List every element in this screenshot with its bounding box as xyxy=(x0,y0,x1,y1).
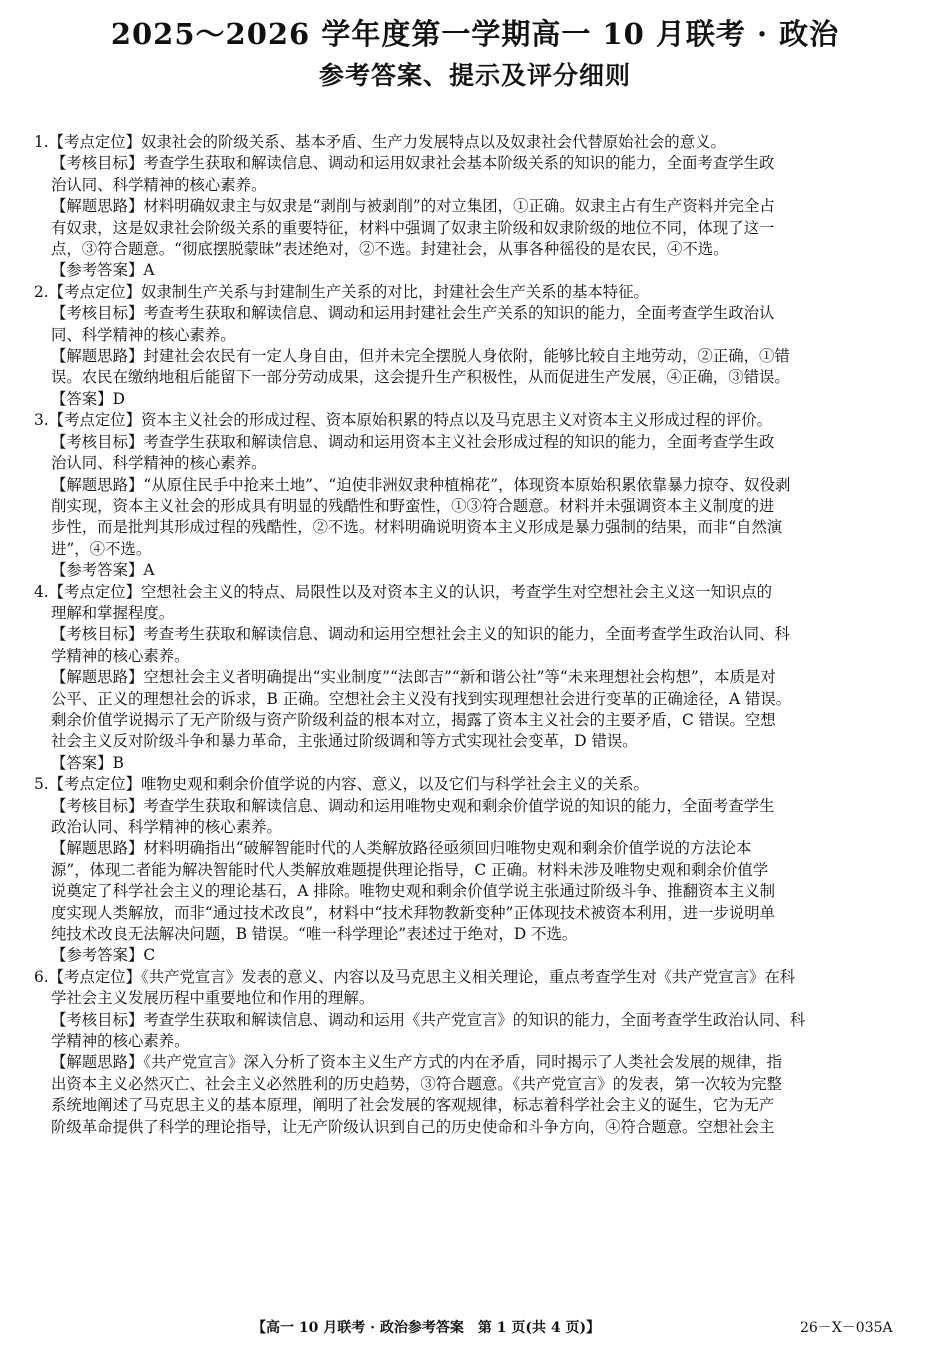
answer-item-line: 【解题思路】“从原住民手中抢来土地”、“迫使非洲奴隶种植棉花”，体现资本原始积累依靠暴力掠夺、奴役剥 xyxy=(51,475,791,494)
answer-item-line: 源”，体现二者能为解决智能时代人类解放难题提供理论指导，C 正确。材料未涉及唯物史观和剩余价值学 xyxy=(51,860,769,879)
answer-item-line: 纯技术改良无法解决问题，B 错误。“唯一科学理论”表述过于绝对，D 不选。 xyxy=(51,925,578,944)
answer-item-heading: 6.【考点定位】《共产党宣言》发表的意义、内容以及马克思主义相关理论，重点考查学生对《共产党宣言》在科 xyxy=(34,967,796,986)
answer-item-line: 【考核目标】考查考生获取和解读信息、调动和运用封建社会生产关系的知识的能力，全面考查学生政治认 xyxy=(51,304,775,323)
answer-item-line: 出资本主义必然灭亡、社会主义必然胜利的历史趋势，③符合题意。《共产党宣言》的发表，第一次较为完整 xyxy=(51,1074,783,1093)
answer-item-line: 治认同、科学精神的核心素养。 xyxy=(51,454,267,473)
answer-item xyxy=(34,282,918,410)
answer-item-line: 阶级革命提供了科学的理论指导，让无产阶级认识到自己的历史使命和斗争方向，④符合题意。空想社会主 xyxy=(51,1117,775,1136)
answer-item-line: 【解题思路】材料明确奴隶主与奴隶是“剥削与被剥削”的对立集团，①正确。奴隶主占有生产资料并完全占 xyxy=(51,197,775,216)
answer-item-heading: 2.【考点定位】奴隶制生产关系与封建制生产关系的对比，封建社会生产关系的基本特征。 xyxy=(34,282,649,301)
answer-item-line: 政治认同、科学精神的核心素养。 xyxy=(51,818,282,836)
answer-item-line: 【参考答案】A xyxy=(51,261,155,280)
answer-item-line: 学社会主义发展历程中重要地位和作用的理解。 xyxy=(51,989,375,1008)
answer-item-line: 度实现人类解放，而非“通过技术改良”，材料中“技术拜物教新变种”正体现技术被资本利用，进一步说明单 xyxy=(51,903,776,922)
answer-list xyxy=(34,132,918,1138)
footer-paper-code: 26－X－035A xyxy=(800,1320,893,1336)
answer-item xyxy=(34,774,918,967)
answer-item-line: 【参考答案】A xyxy=(51,561,155,580)
answer-item-line: 学精神的核心素养。 xyxy=(51,1032,190,1051)
answer-item-heading: 4.【考点定位】空想社会主义的特点、局限性以及对资本主义的认识，考查学生对空想社会主义这一知识点的 xyxy=(34,582,773,601)
answer-item-line: 点，③符合题意。“彻底摆脱蒙昧”表述绝对，②不选。封建社会，从事各种徭役的是农民，④不选。 xyxy=(51,240,729,259)
answer-item-line: 说奠定了科学社会主义的理论基石，A 排除。唯物史观和剩余价值学说主张通过阶级斗争、推翻资本主义制 xyxy=(51,882,775,901)
answer-item-line: 【考核目标】考查学生获取和解读信息、调动和运用奴隶社会基本阶级关系的知识的能力，全面考查学生政 xyxy=(51,154,775,173)
answer-item-line: 【考核目标】考查学生获取和解读信息、调动和运用资本主义社会形成过程的知识的能力，全面考查学生政 xyxy=(51,432,775,451)
answer-item-heading: 5.【考点定位】唯物史观和剩余价值学说的内容、意义，以及它们与科学社会主义的关系。 xyxy=(34,775,649,794)
answer-item-line: 步性，而是批判其形成过程的残酷性，②不选。材料明确说明资本主义形成是暴力强制的结果，而非“自然演 xyxy=(51,518,783,537)
answer-item-line: 公平、正义的理想社会的诉求，B 正确。空想社会主义没有找到实现理想社会进行变革的正确途径，A 错误。 xyxy=(51,689,792,708)
answer-item-line: 有奴隶，这是奴隶社会阶级关系的重要特征，材料中强调了奴隶主阶级和奴隶阶级的地位不同，体现了这一 xyxy=(51,218,775,237)
answer-item-line: 社会主义反对阶级斗争和暴力革命，主张通过阶级调和等方式实现社会变革，D 错误。 xyxy=(51,732,638,751)
answer-item xyxy=(34,967,918,1138)
answer-item-line: 【解题思路】《共产党宣言》深入分析了资本主义生产方式的内在矛盾，同时揭示了人类社会发展的规律，指 xyxy=(51,1053,783,1072)
answer-item-line: 理解和掌握程度。 xyxy=(51,603,175,622)
answer-item-line: 进”，④不选。 xyxy=(51,539,152,558)
answer-item-line: 【考核目标】考查学生获取和解读信息、调动和运用《共产党宣言》的知识的能力，全面考查学生政治认同、科 xyxy=(51,1010,806,1029)
answer-item-line: 同、科学精神的核心素养。 xyxy=(51,325,236,344)
answer-item xyxy=(34,582,918,775)
answer-item-line: 【答案】B xyxy=(51,753,124,772)
answer-item xyxy=(34,132,918,282)
answer-item-line: 系统地阐述了马克思主义的基本原理，阐明了社会发展的客观规律，标志着科学社会主义的诞生，它为无产 xyxy=(51,1096,775,1115)
page-title: 2025～2026 学年度第一学期高一 10 月联考 · 政治 xyxy=(110,17,840,51)
page-subtitle: 参考答案、提示及评分细则 xyxy=(318,61,631,90)
answer-item-line: 【参考答案】C xyxy=(51,946,156,965)
answer-item xyxy=(34,410,918,581)
answer-item-line: 【解题思路】材料明确指出“破解智能时代的人类解放路径亟须回归唯物史观和剩余价值学说的方法论本 xyxy=(51,839,752,858)
answer-item-line: 学精神的核心素养。 xyxy=(51,646,190,665)
answer-item-line: 治认同、科学精神的核心素养。 xyxy=(51,175,267,194)
answer-item-line: 【解题思路】空想社会主义者明确提出“实业制度”“法郎吉”“新和谐公社”等“未来理想社会构想”，本质是对 xyxy=(51,668,776,687)
footer-page-info: 【高一 10 月联考 · 政治参考答案 第 1 页(共 4 页)】 xyxy=(252,1320,601,1336)
answer-item-line: 【考核目标】考查考生获取和解读信息、调动和运用空想社会主义的知识的能力，全面考查学生政治认同、科 xyxy=(51,625,790,644)
answer-item-line: 削实现，资本主义社会的形成具有明显的残酷性和野蛮性，①③符合题意。材料并未强调资本主义制度的进 xyxy=(51,496,775,515)
answer-item-heading: 1.【考点定位】奴隶社会的阶级关系、基本矛盾、生产力发展特点以及奴隶社会代替原始社会的意义。 xyxy=(34,133,726,151)
answer-item-line: 【考核目标】考查学生获取和解读信息、调动和运用唯物史观和剩余价值学说的知识的能力，全面考查学生 xyxy=(51,796,775,815)
answer-item-line: 【解题思路】封建社会农民有一定人身自由，但并未完全摆脱人身依附，能够比较自主地劳动，②正确，①错 xyxy=(51,347,790,366)
answer-item-line: 误。农民在缴纳地租后能留下一部分劳动成果，这会提升生产积极性，从而促进生产发展，④正确，③错误。 xyxy=(51,368,790,387)
answer-item-heading: 3.【考点定位】资本主义社会的形成过程、资本原始积累的特点以及马克思主义对资本主义形成过程的评价。 xyxy=(34,411,773,430)
answer-item-line: 【答案】D xyxy=(51,389,125,408)
answer-item-line: 剩余价值学说揭示了无产阶级与资产阶级利益的根本对立，揭露了资本主义社会的主要矛盾，C 错误。空想 xyxy=(51,710,776,729)
